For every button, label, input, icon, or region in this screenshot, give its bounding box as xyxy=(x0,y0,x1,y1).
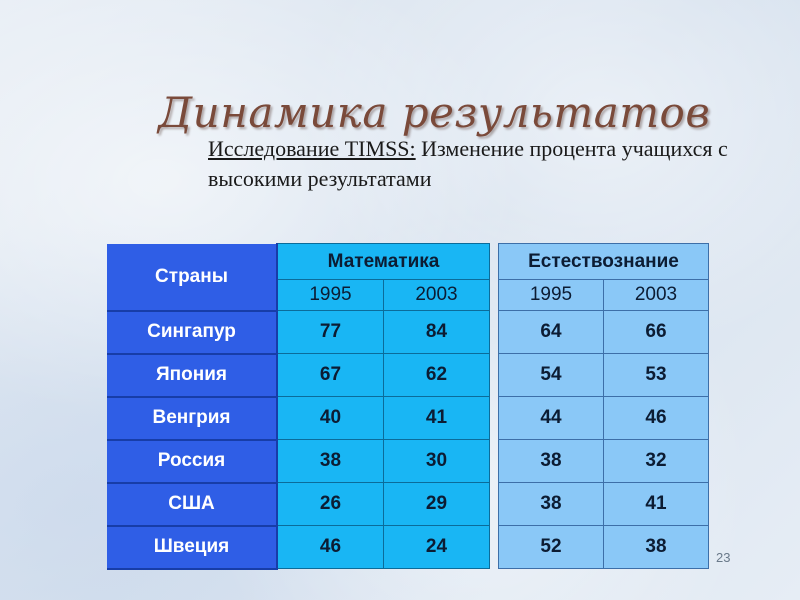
value-cell: 77 xyxy=(277,311,384,354)
country-cell: Сингапур xyxy=(107,311,277,354)
value-cell: 38 xyxy=(499,440,604,483)
table-row xyxy=(107,483,709,526)
country-cell: Венгрия xyxy=(107,397,277,440)
value-cell: 64 xyxy=(499,311,604,354)
value-cell: 66 xyxy=(604,311,709,354)
year-science-2003: 2003 xyxy=(604,280,709,311)
country-cell: США xyxy=(107,483,277,526)
value-cell: 38 xyxy=(277,440,384,483)
table-row xyxy=(107,354,709,397)
value-cell: 24 xyxy=(384,526,490,569)
value-cell: 38 xyxy=(499,483,604,526)
value-cell: 41 xyxy=(604,483,709,526)
value-cell: 44 xyxy=(499,397,604,440)
value-cell: 67 xyxy=(277,354,384,397)
table-header-row xyxy=(107,244,709,280)
year-math-2003: 2003 xyxy=(384,280,490,311)
slide-title: Динамика результатов xyxy=(158,88,711,137)
value-cell: 29 xyxy=(384,483,490,526)
year-science-1995: 1995 xyxy=(499,280,604,311)
header-countries: Страны xyxy=(107,244,277,311)
value-cell: 41 xyxy=(384,397,490,440)
header-math: Математика xyxy=(277,244,490,280)
header-science: Естествознание xyxy=(499,244,709,280)
table-row xyxy=(107,311,709,354)
column-gap xyxy=(490,244,499,569)
subtitle-study-name: Исследование TIMSS: xyxy=(208,136,416,161)
table-row xyxy=(107,440,709,483)
value-cell: 38 xyxy=(604,526,709,569)
country-cell: Япония xyxy=(107,354,277,397)
country-cell: Россия xyxy=(107,440,277,483)
table-row xyxy=(107,397,709,440)
value-cell: 54 xyxy=(499,354,604,397)
page-number: 23 xyxy=(716,550,731,565)
value-cell: 32 xyxy=(604,440,709,483)
country-cell: Швеция xyxy=(107,526,277,569)
table-row xyxy=(107,526,709,569)
value-cell: 52 xyxy=(499,526,604,569)
value-cell: 84 xyxy=(384,311,490,354)
results-table xyxy=(107,243,709,570)
value-cell: 46 xyxy=(277,526,384,569)
year-math-1995: 1995 xyxy=(277,280,384,311)
value-cell: 26 xyxy=(277,483,384,526)
value-cell: 40 xyxy=(277,397,384,440)
value-cell: 62 xyxy=(384,354,490,397)
value-cell: 30 xyxy=(384,440,490,483)
value-cell: 46 xyxy=(604,397,709,440)
subtitle-description: Изменение процента учащихся с высокими результатами xyxy=(208,136,728,191)
value-cell: 53 xyxy=(604,354,709,397)
slide-subtitle xyxy=(208,134,728,194)
